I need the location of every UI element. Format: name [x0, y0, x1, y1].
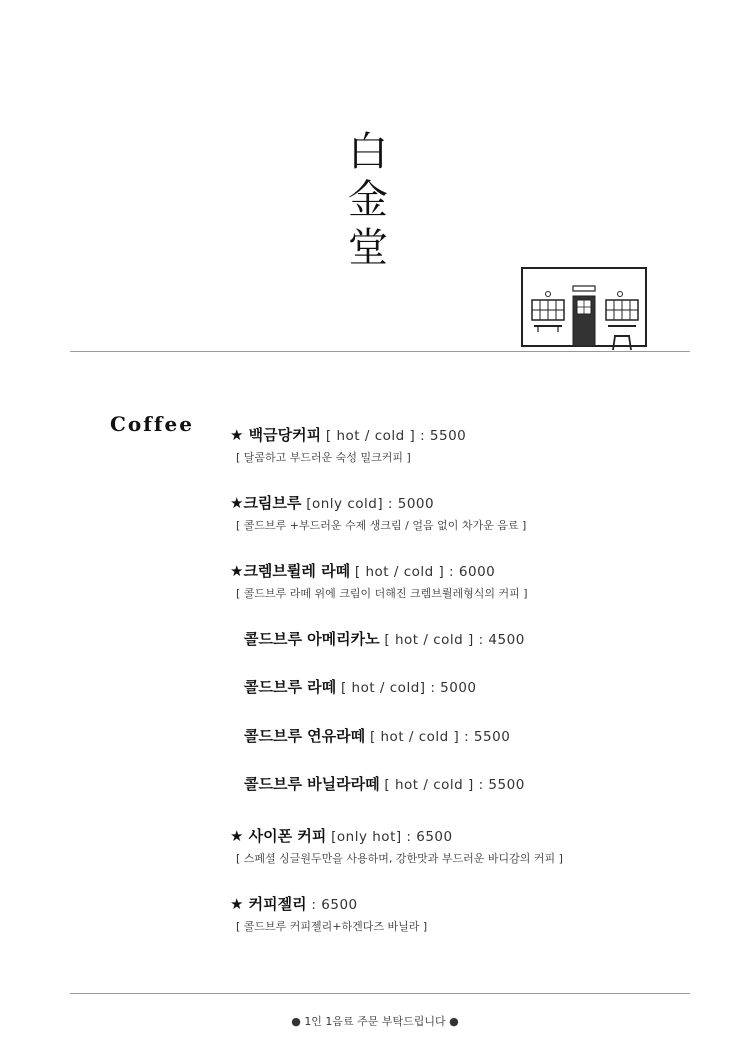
menu-item-siphon-coffee	[230, 825, 563, 866]
shop-name-vertical	[340, 128, 396, 272]
menu-item-name: 콜드브루 연유라떼	[244, 727, 366, 745]
section-title-coffee: Coffee	[110, 412, 194, 436]
menu-item-options-price: [only cold] : 5000	[301, 496, 435, 512]
menu-item-options-price: [ hot / cold ] : 5500	[379, 777, 525, 793]
header-divider	[70, 351, 690, 352]
menu-item-description: [ 달콤하고 부드러운 숙성 밀크커피 ]	[236, 451, 411, 464]
menu-item-name: ★ 백금당커피	[230, 426, 322, 444]
menu-item-options-price: [ hot / cold] : 5000	[336, 680, 477, 696]
menu-item-name: 콜드브루 아메리카노	[244, 630, 380, 648]
menu-item-cold-brew-latte	[244, 676, 477, 697]
menu-item-baekgeumdang-coffee	[230, 424, 466, 465]
menu-item-description: [ 콜드브루 +부드러운 수제 생크림 / 얼음 없이 차가운 음료 ]	[236, 519, 527, 532]
menu-item-name: 콜드브루 바닐라라떼	[244, 775, 380, 793]
shop-name-char-2: 金	[348, 177, 388, 223]
menu-item-options-price: [only hot] : 6500	[326, 829, 453, 845]
menu-item-coffee-jelly	[230, 893, 427, 934]
menu-item-name: ★크렘브륄레 라떼	[230, 562, 351, 580]
menu-item-options-price: : 6500	[306, 897, 358, 913]
order-policy-note: ● 1인 1음료 주문 부탁드립니다 ●	[291, 1015, 459, 1028]
menu-item-description: [ 콜드브루 라떼 위에 크림이 더해진 크렘브륄레형식의 커피 ]	[236, 587, 528, 600]
menu-item-name: 콜드브루 라떼	[244, 678, 337, 696]
menu-item-cold-brew-americano	[244, 628, 525, 649]
menu-item-options-price: [ hot / cold ] : 5500	[321, 428, 467, 444]
menu-item-cold-brew-vanilla-latte	[244, 773, 525, 794]
menu-item-name: ★ 사이폰 커피	[230, 827, 327, 845]
menu-item-options-price: [ hot / cold ] : 5500	[365, 729, 511, 745]
menu-item-description: [ 스페셜 싱글원두만을 사용하며, 강한맛과 부드러운 바디감의 커피 ]	[236, 852, 563, 865]
menu-item-name: ★크림브루	[230, 494, 302, 512]
menu-item-cream-brew	[230, 492, 526, 533]
menu-item-description: [ 콜드브루 커피젤리+하겐다즈 바닐라 ]	[236, 920, 428, 933]
shop-name-char-1: 白	[348, 129, 388, 175]
menu-item-cold-brew-condensed-milk-latte	[244, 725, 510, 746]
menu-item-creme-brulee-latte	[230, 560, 528, 601]
shop-name-char-3: 堂	[348, 225, 388, 271]
menu-item-name: ★ 커피젤리	[230, 895, 307, 913]
menu-item-options-price: [ hot / cold ] : 6000	[350, 564, 496, 580]
footer-divider	[70, 993, 690, 994]
menu-item-options-price: [ hot / cold ] : 4500	[379, 632, 525, 648]
cafe-storefront-illustration	[520, 264, 650, 352]
